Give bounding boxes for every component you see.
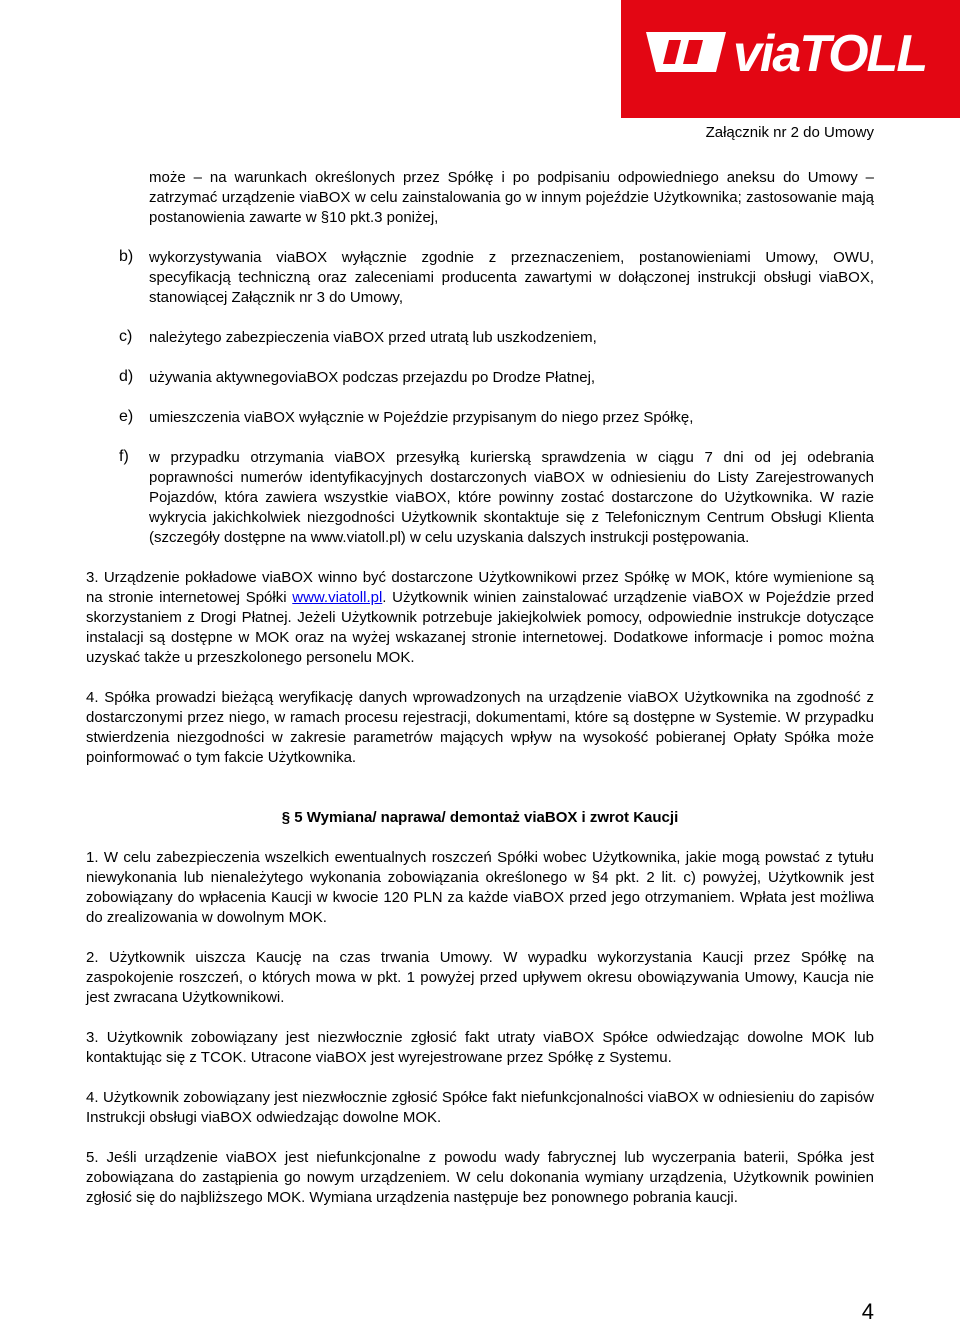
list-item-continuation (86, 168, 874, 228)
list-text: wykorzystywania viaBOX wyłącznie zgodnie z przeznaczeniem, postanowieniami Umowy, OWU, specyfikacją techniczną oraz zaleceniami producenta zawartymi w dołączonej instrukcji obsługi viaBOX, stanowiącej Załącznik nr 3 do Umowy, (149, 249, 874, 306)
section-paragraph: 1. W celu zabezpieczenia wszelkich ewentualnych roszczeń Spółki wobec Użytkownika, jakie mogą powstać z tytułu niewykonania lub nienależytego wykonania zobowiązania określonego w §4 pkt. 2 lit. c) powyżej, Użytkownik jest zobowiązany do wpłacenia Kaucji w kwocie 120 PLN za każde viaBOX przed jego otrzymaniem. Wpłata jest możliwa do zrealizowania w dowolnym MOK. (86, 849, 874, 926)
paragraph-4: 4. Spółka prowadzi bieżącą weryfikację danych wprowadzonych na urządzenie viaBOX Użytkownika na zgodność z dostarczonymi przez niego, w ramach procesu rejestracji, dokumentami, które są dostępne w Systemie. W przypadku stwierdzenia niezgodności w zakresie parametrów mających wpływ na wysokość pobieranej Opłaty Spółka może poinformować o tym fakcie Użytkownika. (86, 689, 874, 766)
document-body (86, 168, 874, 1208)
list-marker: f) (119, 448, 129, 465)
section-paragraph: 3. Użytkownik zobowiązany jest niezwłocznie zgłosić fakt utraty viaBOX Spółce odwiedzając dowolne MOK lub kontaktując się z TCOK. Utracone viaBOX jest wyrejestrowane przez Spółkę z Systemu. (86, 1029, 874, 1066)
list-text: należytego zabezpieczenia viaBOX przed utratą lub uszkodzeniem, (149, 329, 597, 346)
list-item (86, 408, 874, 428)
road-icon (641, 22, 731, 82)
list-marker: c) (119, 328, 133, 345)
section-heading: § 5 Wymiana/ naprawa/ demontaż viaBOX i zwrot Kaucji (281, 809, 679, 826)
logo-text: viaTOLL (733, 25, 927, 83)
list-text: używania aktywnegoviaBOX podczas przejazdu po Drodze Płatnej, (149, 369, 596, 386)
section-paragraph: 4. Użytkownik zobowiązany jest niezwłocznie zgłosić Spółce fakt niefunkcjonalności viaBOX w odniesieniu do zapisów Instrukcji obsługi viaBOX odwiedzając dowolne MOK. (86, 1089, 874, 1126)
list-marker: d) (119, 368, 134, 385)
paragraph-3-end: . Użytkownik winien zainstalować urządzenie viaBOX w Pojeździe przed skorzystaniem z Drogi Płatnej. Jeżeli Użytkownik potrzebuje jakiejkolwiek pomocy, odpowiednie instrukcje dotyczące instalacji są dostępne w MOK oraz na wyżej wskazanej stronie internetowej. Dodatkowe informacje i pomoc można uzyskać także u przeszkolonego personelu MOK. (86, 589, 874, 666)
list-item (86, 448, 874, 548)
paragraph: może – na warunkach określonych przez Spółkę i po podpisaniu odpowiedniego aneksu do Umowy – zatrzymać urządzenie viaBOX w celu zainstalowania go w innym pojeździe Użytkownika; zastosowanie mają postanowienia zawarte w §10 pkt.3 poniżej, (149, 169, 874, 226)
list-item (86, 328, 874, 348)
page-number: 4 (861, 1299, 874, 1324)
list-text: umieszczenia viaBOX wyłącznie w Pojeździe przypisanym do niego przez Spółkę, (149, 409, 694, 426)
list-marker: b) (119, 248, 134, 265)
viatoll-link[interactable]: www.viatoll.pl (292, 589, 383, 606)
section-paragraph: 2. Użytkownik uiszcza Kaucję na czas trwania Umowy. W wypadku wykorzystania Kaucji przez Spółkę na zaspokojenie roszczeń, o których mowa w pkt. 1 powyżej przed upływem okresu obowiązywania Umowy, Kaucja nie jest zwracana Użytkownikowi. (86, 949, 874, 1006)
attachment-label: Załącznik nr 2 do Umowy (705, 124, 874, 141)
section-paragraph: 5. Jeśli urządzenie viaBOX jest niefunkcjonalne z powodu wady fabrycznej lub wyczerpania baterii, Spółka jest zobowiązana do zastąpienia go nowym urządzeniem. W celu dokonania wymiany urządzenia, Użytkownik powinien zgłosić się do najbliższego MOK. Wymiana urządzenia następuje bez ponownego pobrania kaucji. (86, 1149, 874, 1206)
viatoll-logo (621, 0, 960, 118)
list-marker: e) (119, 408, 134, 425)
list-item (86, 368, 874, 388)
list-item (86, 248, 874, 308)
paragraph-3 (86, 568, 874, 668)
list-text: w przypadku otrzymania viaBOX przesyłką kurierską sprawdzenia w ciągu 7 dni od jej odebrania poprawności numerów identyfikacyjnych dostarczonych viaBOX w odniesieniu do Listy Zarejestrowanych Pojazdów, która zawiera wszystkie viaBOX, które powinny zostać dostarczone do Użytkownika. W razie wykrycia jakichkolwiek niezgodności Użytkownik skontaktuje się z Telefonicznym Centrum Obsługi Klienta (szczegóły dostępne na www.viatoll.pl) w celu uzyskania dalszych instrukcji postępowania. (149, 449, 874, 546)
paragraph-3-start: 3. Urządzenie pokładowe viaBOX winno być dostarczone Użytkownikowi przez Spółkę w MOK, które wymienione są na stronie internetowej Spółki (86, 569, 874, 606)
